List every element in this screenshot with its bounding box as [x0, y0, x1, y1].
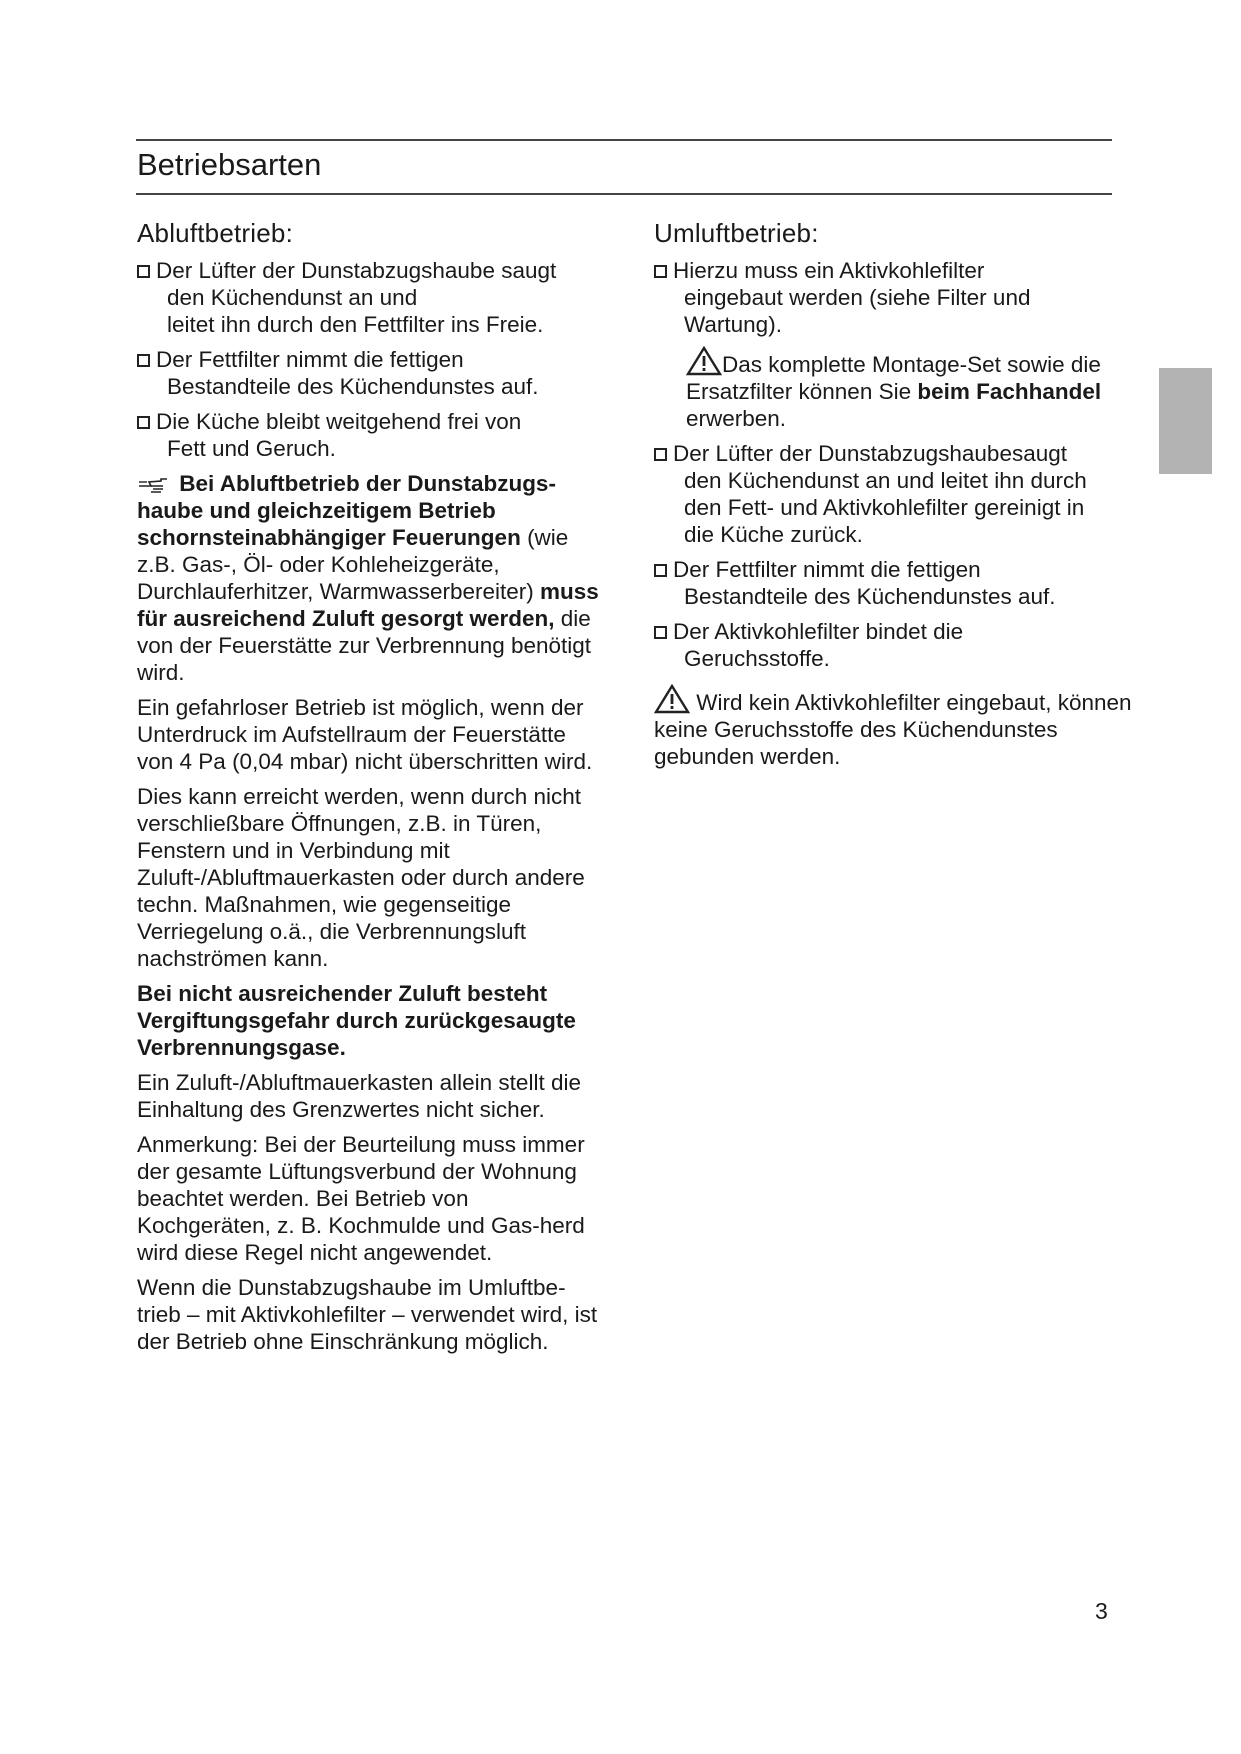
heading-abluftbetrieb: Abluftbetrieb: — [137, 218, 294, 248]
paragraph: Wenn die Dunstabzugshaube im Umluftbe-trieb – mit Aktivkohlefilter – verwendet wird, ist der Betrieb ohne Einschränkung möglich. — [137, 1275, 598, 1354]
page-number: 3 — [1095, 1598, 1108, 1624]
warning-paragraph: Bei nicht ausreichender Zuluft besteht Vergiftungsgefahr durch zurückgesaugte Verbrennungsgase. — [137, 981, 576, 1060]
list-item: Der Lüfter der Dunstabzugshaubesaugt den Küchendunst an und leitet ihn durch den Fett- und Aktivkohlefilter gereinigt in die Küche zurück. — [654, 440, 1134, 548]
list-item: Hierzu muss ein Aktivkohlefilter eingebaut werden (siehe Filter und Wartung). — [654, 257, 1134, 338]
checkbox-bullet-icon — [137, 265, 150, 278]
checkbox-bullet-icon — [654, 448, 667, 461]
list-item: Der Aktivkohlefilter bindet die Geruchsstoffe. — [654, 618, 1134, 672]
list-item: Der Fettfilter nimmt die fettigen Bestandteile des Küchendunstes auf. — [137, 346, 607, 400]
list-item: Die Küche bleibt weitgehend frei von Fett und Geruch. — [137, 408, 607, 462]
pointing-hand-icon — [137, 473, 173, 493]
warning-triangle-icon — [654, 684, 690, 714]
header-rule-bottom — [136, 193, 1112, 195]
paragraph: Ein gefahrloser Betrieb ist möglich, wenn der Unterdruck im Aufstellraum der Feuerstätte von 4 Pa (0,04 mbar) nicht überschritten wird. — [137, 695, 593, 774]
list-item: Der Fettfilter nimmt die fettigen Bestandteile des Küchendunstes auf. — [654, 556, 1134, 610]
checkbox-bullet-icon — [654, 626, 667, 639]
section-title: Betriebsarten — [137, 147, 322, 182]
warning-triangle-icon — [686, 346, 722, 376]
paragraph: Dies kann erreicht werden, wenn durch nicht verschließbare Öffnungen, z.B. in Türen, Fenstern und in Verbindung mit Zuluft-/Abluftmauerkasten oder durch andere techn. Maßnahmen, wie gegenseitige Verriegelung o.ä., die Verbrennungsluft nachströmen kann. — [137, 784, 585, 971]
warning-note: Wird kein Aktivkohlefilter eingebaut, können keine Geruchsstoffe des Küchendunstes gebunden werden. — [654, 684, 1134, 770]
heading-umluftbetrieb: Umluftbetrieb: — [654, 218, 819, 248]
list-item: Der Lüfter der Dunstabzugshaube saugt den Küchendunst an und leitet ihn durch den Fettfilter ins Freie. — [137, 257, 607, 338]
checkbox-bullet-icon — [654, 564, 667, 577]
right-column — [654, 218, 1134, 778]
paragraph: Anmerkung: Bei der Beurteilung muss immer der gesamte Lüftungsverbund der Wohnung beachtet werden. Bei Betrieb von Kochgeräten, z. B. Kochmulde und Gas-herd wird diese Regel nicht angewendet. — [137, 1132, 585, 1265]
checkbox-bullet-icon — [654, 265, 667, 278]
note-paragraph: Bei Abluftbetrieb der Dunstabzugs-haube und gleichzeitigem Betrieb schornsteinabhängiger Feuerungen (wie z.B. Gas-, Öl- oder Kohleheizgeräte, Durchlauferhitzer, Warmwasserbereiter) muss für ausreichend Zuluft gesorgt werden, die von der Feuerstätte zur Verbrennung benötigt wird. — [137, 471, 599, 685]
chapter-side-tab — [1159, 368, 1212, 474]
left-column — [137, 218, 607, 1363]
montage-note: Das komplette Montage-Set sowie die Ersatzfilter können Sie beim Fachhandel erwerben. — [654, 346, 1134, 432]
paragraph: Ein Zuluft-/Abluftmauerkasten allein stellt die Einhaltung des Grenzwertes nicht sicher. — [137, 1070, 581, 1122]
checkbox-bullet-icon — [137, 354, 150, 367]
checkbox-bullet-icon — [137, 416, 150, 429]
header-rule-top — [136, 139, 1112, 141]
